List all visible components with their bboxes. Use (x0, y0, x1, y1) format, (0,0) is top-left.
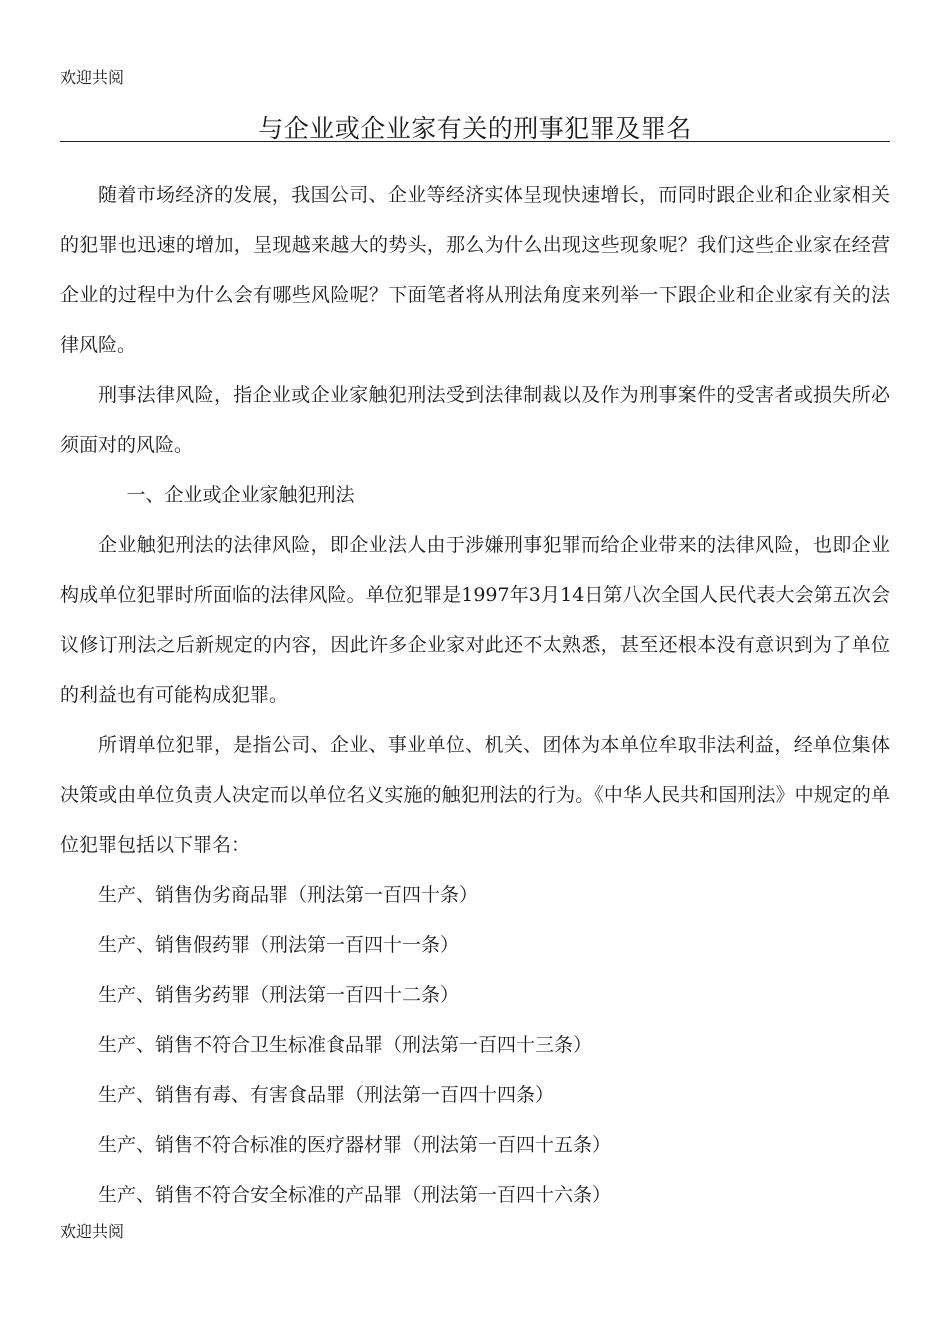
document-body (60, 170, 890, 1220)
crime-item: 生产、销售假药罪（刑法第一百四十一条） (98, 934, 460, 956)
crime-item: 生产、销售不符合标准的医疗器材罪（刑法第一百四十五条） (98, 1134, 612, 1156)
section-paragraph: 企业触犯刑法的法律风险，即企业法人由于涉嫌刑事犯罪而给企业带来的法律风险，也即企业构成单位犯罪时所面临的法律风险。单位犯罪是1997年3月14日第八次全国人民代表大会第五次会议修订刑法之后新规定的内容，因此许多企业家对此还不太熟悉，甚至还根本没有意识到为了单位的利益也有可能构成犯罪。 (60, 534, 890, 706)
section-paragraph: 所谓单位犯罪，是指公司、企业、事业单位、机关、团体为本单位牟取非法利益，经单位集体决策或由单位负责人决定而以单位名义实施的触犯刑法的行为。《中华人民共和国刑法》中规定的单位犯罪包括以下罪名： (60, 734, 890, 856)
document-title: 与企业或企业家有关的刑事犯罪及罪名 (258, 114, 692, 143)
page-footer: 欢迎共阅 (60, 1222, 125, 1241)
crime-item: 生产、销售劣药罪（刑法第一百四十二条） (98, 984, 460, 1006)
crime-item: 生产、销售伪劣商品罪（刑法第一百四十条） (98, 884, 479, 906)
intro-paragraph: 随着市场经济的发展，我国公司、企业等经济实体呈现快速增长，而同时跟企业和企业家相关的犯罪也迅速的增加，呈现越来越大的势头，那么为什么出现这些现象呢？我们这些企业家在经营企业的过程中为什么会有哪些风险呢？下面笔者将从刑法角度来列举一下跟企业和企业家有关的法律风险。 (60, 184, 890, 356)
crime-item: 生产、销售不符合安全标准的产品罪（刑法第一百四十六条） (98, 1184, 612, 1206)
page-header: 欢迎共阅 (60, 68, 125, 87)
crime-item: 生产、销售有毒、有害食品罪（刑法第一百四十四条） (98, 1084, 555, 1106)
definition-paragraph: 刑事法律风险，指企业或企业家触犯刑法受到法律制裁以及作为刑事案件的受害者或损失所必须面对的风险。 (60, 384, 890, 456)
crime-item: 生产、销售不符合卫生标准食品罪（刑法第一百四十三条） (98, 1034, 593, 1056)
section-heading: 一、企业或企业家触犯刑法 (126, 484, 355, 506)
title-underline (60, 141, 890, 142)
